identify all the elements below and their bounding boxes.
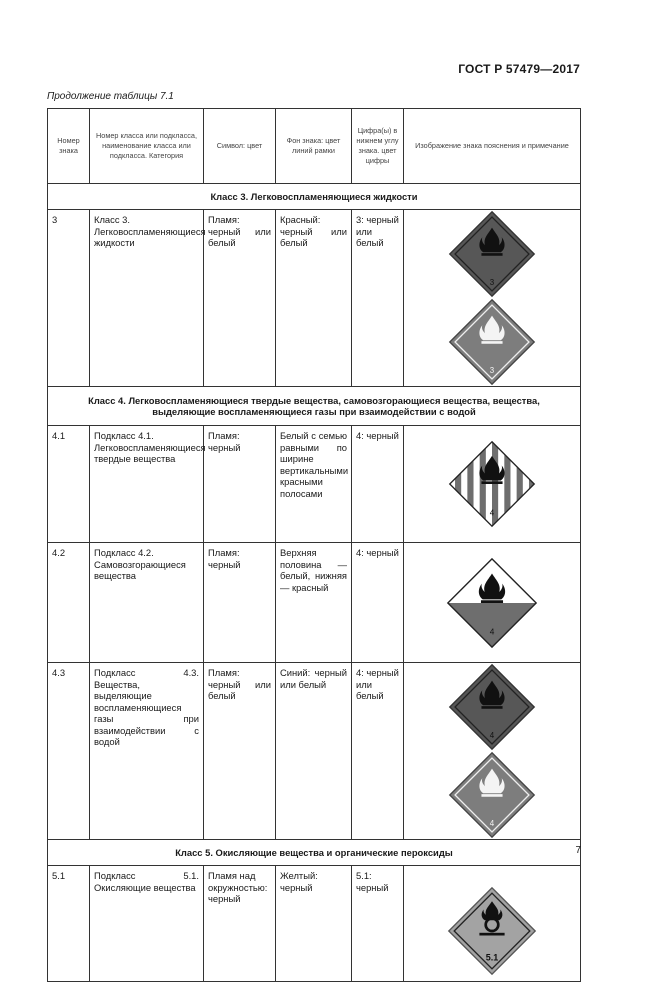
- cell-sign-image: [404, 866, 581, 982]
- cell-sign-image: [404, 210, 581, 387]
- header-background: Фон знака: цвет линий рамки: [276, 109, 352, 184]
- svg-text:3: 3: [489, 365, 495, 375]
- cell-symbol: Пламя: черный или белый: [204, 210, 276, 387]
- section-row: [48, 840, 581, 866]
- svg-text:3: 3: [489, 277, 495, 287]
- header-image: Изображение знака пояснения и примечание: [404, 109, 581, 184]
- cell-background: Желтый: черный: [276, 866, 352, 982]
- header-number: Номер знака: [48, 109, 90, 184]
- header-digit: Цифра(ы) в нижнем углу знака. цвет цифры: [352, 109, 404, 184]
- svg-text:4: 4: [489, 818, 495, 828]
- section-class5: Класс 5. Окисляющие вещества и органические пероксиды: [48, 840, 581, 866]
- table-row: [48, 866, 581, 982]
- table-header-row: [48, 109, 581, 184]
- cell-digit: 5.1: черный: [352, 866, 404, 982]
- section-class3: Класс 3. Легковоспламеняющиеся жидкости: [48, 184, 581, 210]
- hazard-sign-class4-3-black: [448, 663, 536, 751]
- section-class4: Класс 4. Легковоспламеняющиеся твердые вещества, самовозгорающиеся вещества, вещества, выделяющие воспламеняющиеся газы при взаимодействии с водой: [48, 387, 581, 426]
- svg-text:4: 4: [489, 626, 495, 636]
- cell-number: 4.2: [48, 543, 90, 663]
- section-row: [48, 184, 581, 210]
- hazard-sign-class4-1: [448, 440, 536, 528]
- cell-background: Синий: черный или белый: [276, 663, 352, 840]
- cell-background: Красный: черный или белый: [276, 210, 352, 387]
- document-code: ГОСТ Р 57479—2017: [458, 62, 580, 76]
- cell-digit: 4: черный или белый: [352, 663, 404, 840]
- cell-symbol: Пламя: черный: [204, 426, 276, 543]
- cell-name: Класс 3. Легковоспламеняющиеся жидкости: [90, 210, 204, 387]
- table-caption: Продолжение таблицы 7.1: [47, 91, 174, 102]
- cell-number: 5.1: [48, 866, 90, 982]
- cell-name: Подкласс 5.1. Окисляющие вещества: [90, 866, 204, 982]
- table-row: [48, 426, 581, 543]
- cell-name: Подкласс 4.3. Вещества, выделяющие воспламеняющиеся газы при взаимодействии с водой: [90, 663, 204, 840]
- table-row: [48, 663, 581, 840]
- section-row: [48, 387, 581, 426]
- hazard-sign-class3-black: [448, 210, 536, 298]
- cell-background: Верхняя половина — белый, нижняя — красный: [276, 543, 352, 663]
- cell-background: Белый с семью равными по ширине вертикальными красными полосами: [276, 426, 352, 543]
- cell-sign-image: [404, 426, 581, 543]
- cell-digit: 3: черный или белый: [352, 210, 404, 387]
- hazard-table: [47, 108, 581, 982]
- hazard-sign-class5-1: [447, 886, 537, 976]
- cell-sign-image: [404, 663, 581, 840]
- hazard-sign-class4-3-white: [448, 751, 536, 839]
- cell-number: 3: [48, 210, 90, 387]
- svg-text:4: 4: [489, 730, 495, 740]
- hazard-sign-class3-white: [448, 298, 536, 386]
- header-symbol: Символ: цвет: [204, 109, 276, 184]
- cell-number: 4.1: [48, 426, 90, 543]
- cell-digit: 4: черный: [352, 543, 404, 663]
- cell-name: Подкласс 4.2. Самовозгорающиеся вещества: [90, 543, 204, 663]
- svg-text:5.1: 5.1: [485, 952, 499, 963]
- header-class-name: Номер класса или подкласса, наименование класса или подкласса. Категория: [90, 109, 204, 184]
- table-row: [48, 543, 581, 663]
- cell-number: 4.3: [48, 663, 90, 840]
- cell-symbol: Пламя: черный или белый: [204, 663, 276, 840]
- cell-name: Подкласс 4.1. Легковоспламеняющиеся твердые вещества: [90, 426, 204, 543]
- hazard-sign-class4-2: [446, 557, 538, 649]
- cell-sign-image: [404, 543, 581, 663]
- table-row: [48, 210, 581, 387]
- page-number: 7: [575, 845, 581, 856]
- cell-symbol: Пламя над окружностью: черный: [204, 866, 276, 982]
- svg-text:4: 4: [489, 508, 495, 518]
- cell-symbol: Пламя: черный: [204, 543, 276, 663]
- cell-digit: 4: черный: [352, 426, 404, 543]
